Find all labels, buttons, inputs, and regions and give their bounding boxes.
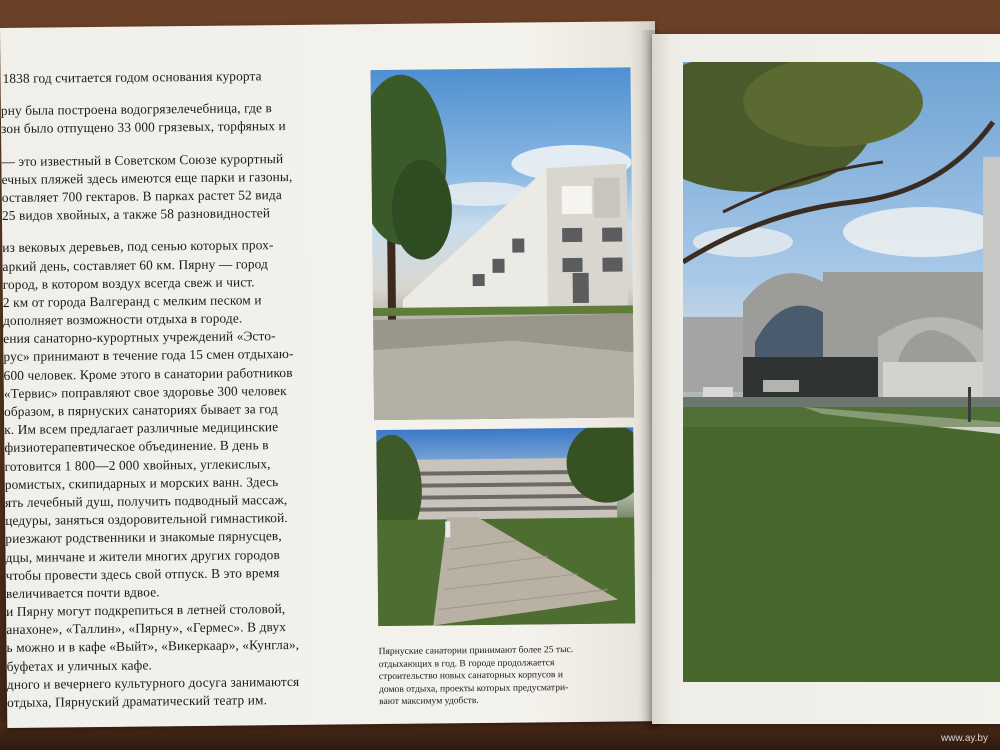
body-text-line: дного и вечернего культурного досуга занимаются [6, 673, 300, 692]
body-text-line: дцы, минчане и жители многих других городов [5, 546, 280, 565]
caption-line: домов отдыха, проекты которых предусматри- [378, 681, 569, 695]
body-text-line: ромистых, скипидарных и морских ванн. Здесь [4, 473, 279, 492]
body-text-line: «Тервис» поправляют свое здоровье 300 человек [3, 382, 287, 401]
body-text-line: ять лечебный душ, получить подводный массаж, [4, 491, 288, 510]
body-text-line: отдыха, Пярнуский драматический театр им. [6, 692, 268, 710]
body-text-line: образом, в пярнуских санаториях бывает за год [3, 401, 278, 419]
body-text-column [0, 66, 369, 712]
photo-caption [378, 643, 641, 709]
photo-arched-building [683, 62, 1000, 682]
body-text-line: город, в котором воздух всегда свеж и чист. [2, 274, 255, 292]
body-text-line: риезжают родственники и знакомые пярнусцев, [5, 528, 282, 547]
body-text-line: цедуры, заняться оздоровительной гимнастикой. [5, 510, 288, 529]
body-text-line: величивается почти вдвое. [5, 584, 160, 601]
body-text-line: ения санаторно-курортных учреждений «Эсто- [3, 328, 276, 347]
body-text-line: физиотерапевтическое объединение. В день в [4, 437, 269, 456]
body-text-line: ь можно и в кафе «Выйт», «Викеркаар», «Кунгла», [6, 637, 300, 656]
body-text-line: и Пярну могут подкрепиться в летней столовой, [6, 601, 286, 620]
left-page [0, 21, 662, 728]
caption-line: Пярнуские санатории принимают более 25 тыс. [378, 644, 574, 658]
body-text-line: анахоне», «Таллин», «Пярну», «Гермес». В двух [6, 619, 287, 638]
body-text-line: готовится 1 800—2 000 хвойных, углекислых, [4, 455, 271, 474]
caption-line: строительство новых санаторных корпусов и [378, 669, 564, 683]
caption-line: отдыхающих в год. В городе продолжается [378, 656, 555, 670]
body-text-line: ечных пляжей здесь имеются еще парки и газоны, [1, 168, 293, 187]
body-text-line: чтобы провести здесь свой отпуск. В это время [5, 564, 280, 583]
body-text-line: 25 видов хвойных, а также 58 разновидностей [1, 205, 271, 224]
body-text-line: 600 человек. Кроме этого в санатории работников [3, 364, 293, 383]
body-text-line: аркий день, составляет 60 км. Пярну — город [2, 255, 268, 274]
body-text-line: рну была построена водогрязелечебница, где в [0, 100, 272, 119]
watermark: www.ay.by [940, 733, 988, 744]
body-text-line: зон было отпущено 33 000 грязевых, торфяных и [0, 118, 286, 137]
body-text-line: 2 км от города Валгеранд с мелким песком и [2, 292, 262, 310]
body-text-line: к. Им всем предлагает различные медицинские [4, 419, 279, 438]
body-text-line: дополняет возможности отдыха в городе. [2, 310, 243, 329]
photo-path-to-sanatorium [376, 427, 635, 626]
body-text-line: 1838 год считается годом основания курорта [2, 68, 262, 86]
caption-line: вают максимум удобств. [379, 695, 479, 708]
body-text-line: рус» принимают в течение года 15 смен отдыхаю- [3, 346, 294, 365]
body-text-line: — это известный в Советском Союзе курортный [1, 150, 284, 169]
body-text-line: буфетах и уличных кафе. [6, 657, 152, 674]
body-text-line: из вековых деревьев, под сенью которых прох- [2, 237, 274, 256]
photo-sanatorium-building [370, 67, 634, 420]
body-text-line: оставляет 700 гектаров. В парках растет 52 вида [1, 186, 282, 205]
